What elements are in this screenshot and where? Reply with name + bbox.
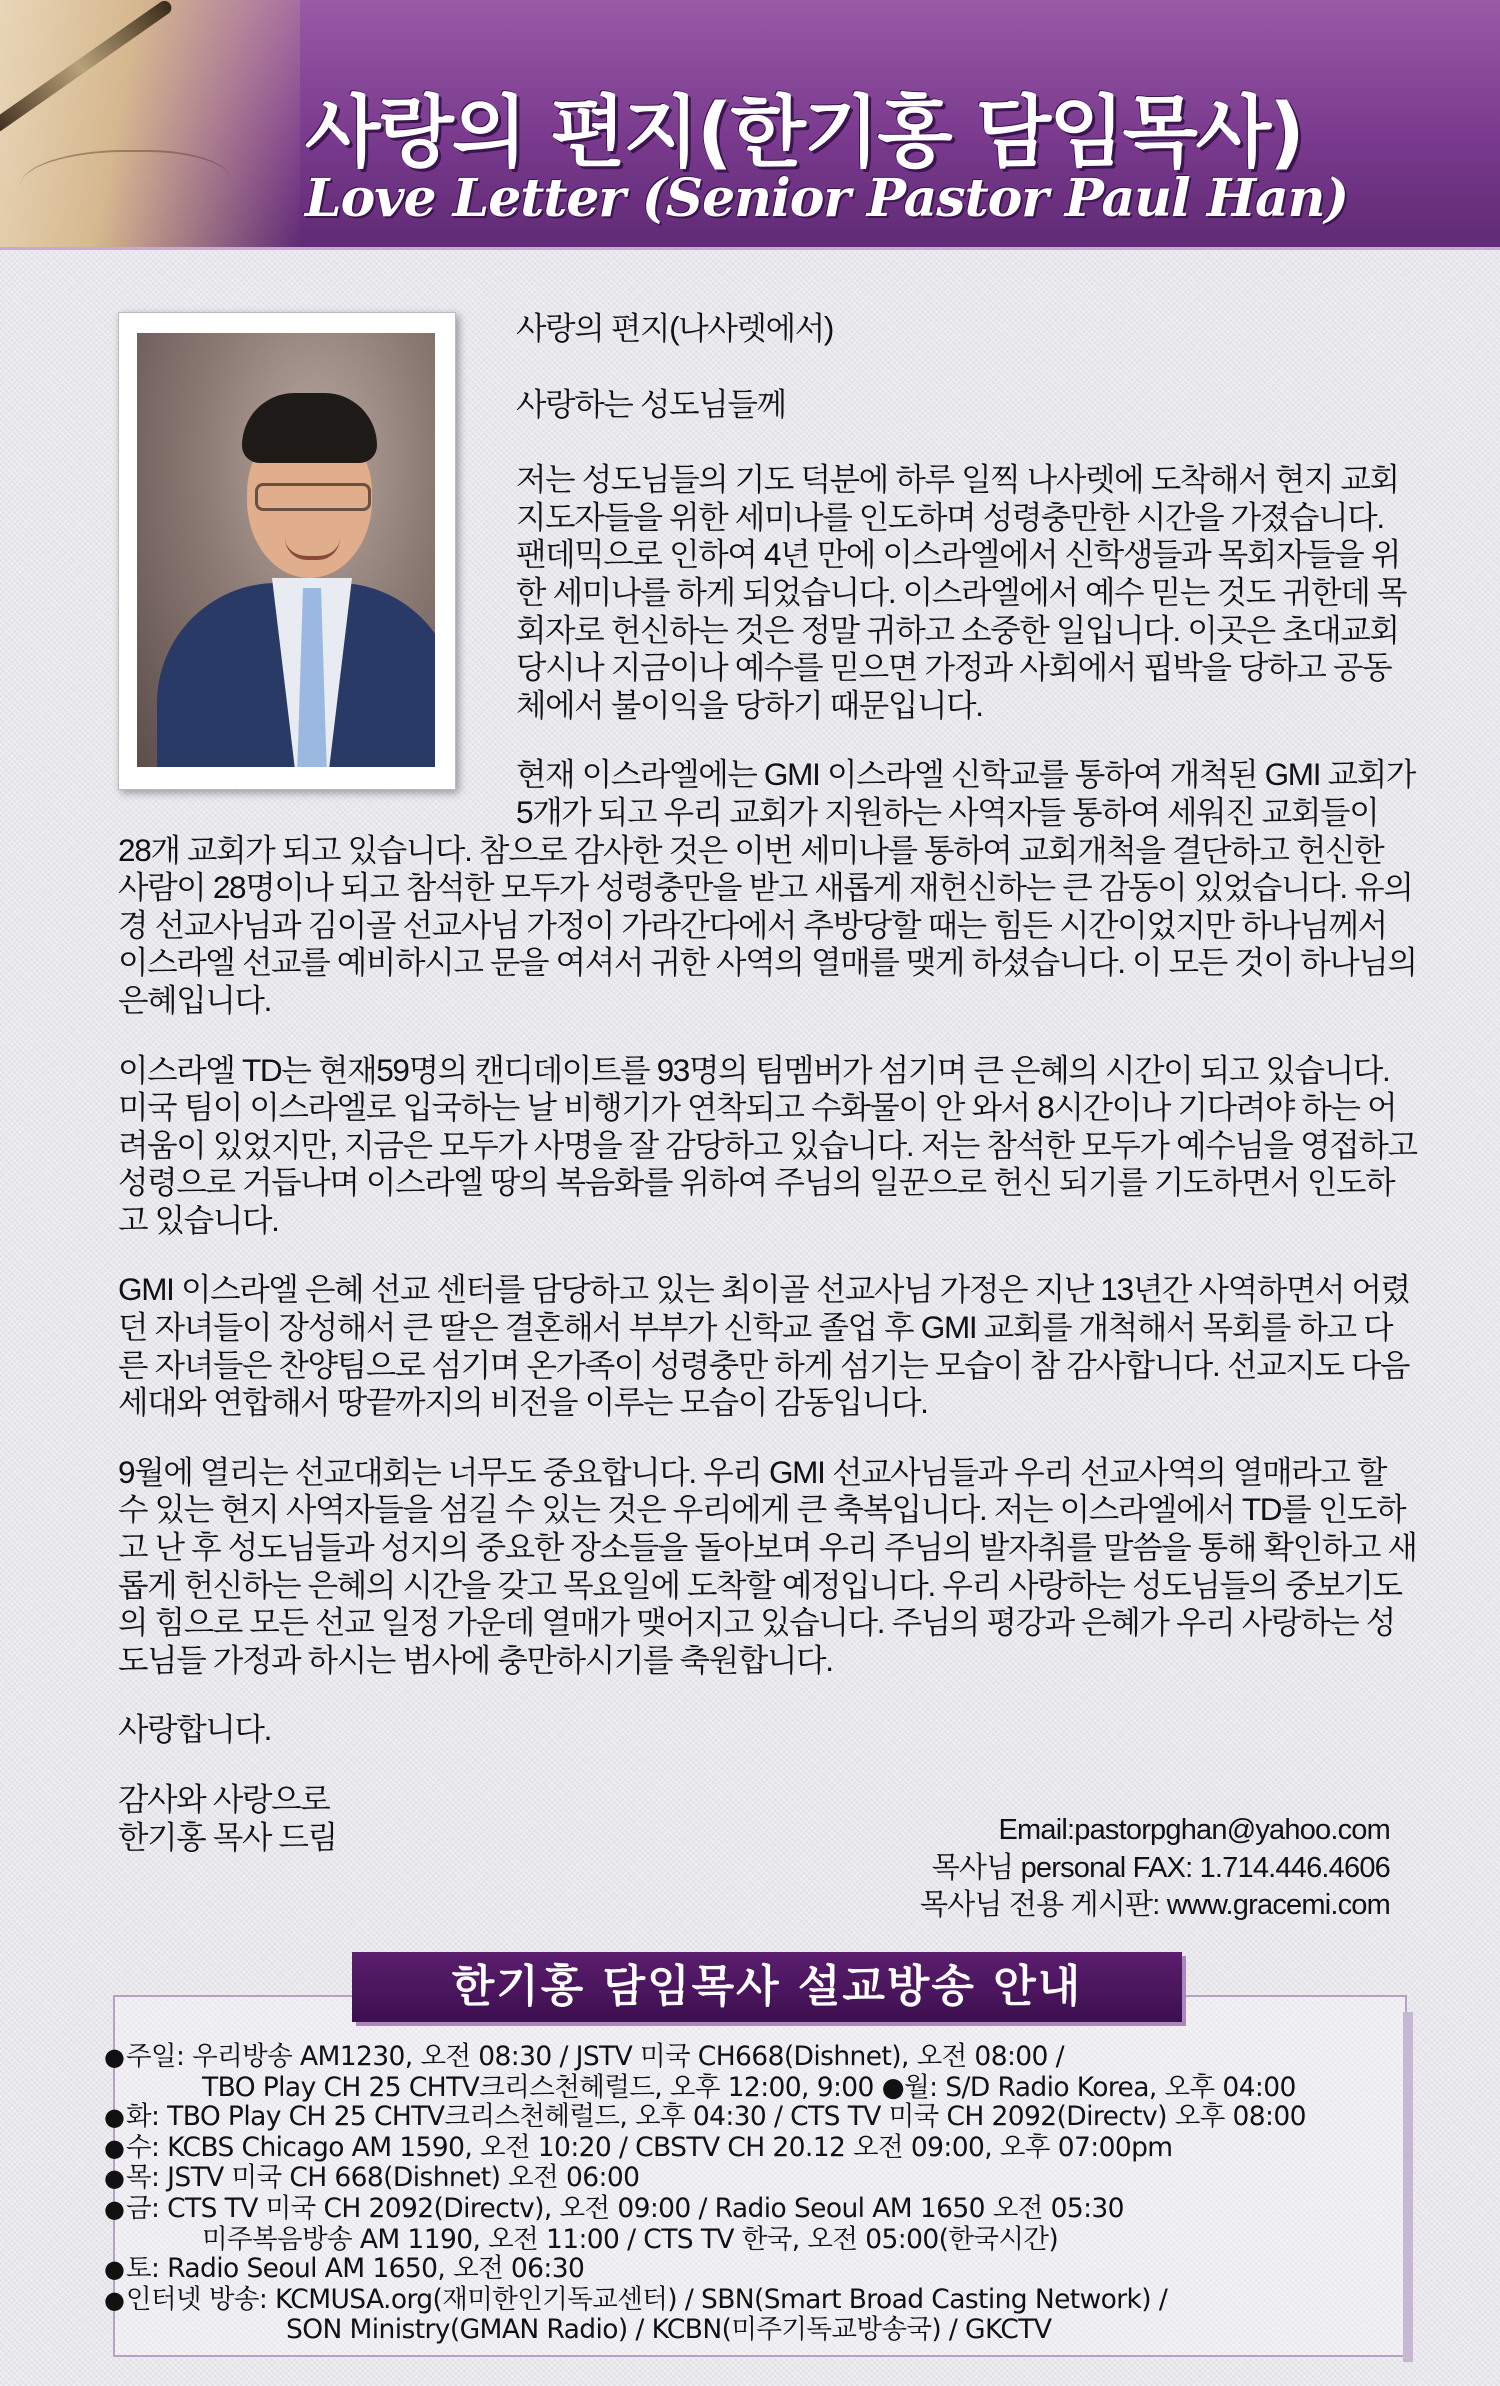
letter-paragraph: GMI 이스라엘 은혜 선교 센터를 담당하고 있는 최이골 선교사님 가정은 지난 13년간 사역하면서 어렸던 자녀들이 장성해서 큰 딸은 결혼해서 부부가 신학교 졸업 후 GMI 교회를 개척해서 목회를 하고 다른 자녀들은 찬양팀으로 섬기며 온가족이 성령충만 하게 섬기는 모습이 참 감사합니다. 선교지도 다음세대와 연합해서 땅끝까지의 비전을 이루는 모습이 감동입니다. [118,1271,1410,1421]
contact-fax: 목사님 personal FAX: 1.714.446.4606 [931,1851,1390,1884]
header-banner [0,0,1500,250]
page-subtitle: Love Letter (Senior Pastor Paul Han) [305,168,1349,229]
bullet-icon: ● [104,2043,125,2071]
broadcast-row-internet: ●인터넷 방송: KCMUSA.org(재미한인기독교센터) / SBN(Smart Broad Casting Network) / [104,2283,1168,2315]
broadcast-row-internet-cont: SON Ministry(GMAN Radio) / KCBN(미주기독교방송국) / GKCTV [286,2314,1052,2346]
broadcast-row-tuesday: ●화: TBO Play CH 25 CHTV크리스천헤럴드, 오후 04:30 / CTS TV 미국 CH 2092(Directv) 오후 08:00 [104,2101,1306,2133]
letter-paragraph: 9월에 열리는 선교대회는 너무도 중요합니다. 우리 GMI 선교사님들과 우리 선교사역의 열매라고 할 수 있는 현지 사역자들을 섬길 수 있는 것은 우리에게 큰 축복입니다. 저는 이스라엘에서 TD를 인도하고 난 후 성도님들과 성지의 중요한 장소들을 돌아보며 우리 주님의 발자취를 말씀을 통해 확인하고 새롭게 헌신하는 은혜의 시간을 갖고 목요일에 도착할 예정입니다. 우리 사랑하는 성도님들의 중보기도의 힘으로 모든 선교 일정 가운데 열매가 맺어지고 있습니다. 주님의 평강과 은혜가 우리 사랑하는 성도님들 가정과 하시는 범사에 충만하시기를 축원합니다. [118,1453,1417,1678]
broadcast-row-friday-cont: 미주복음방송 AM 1190, 오전 11:00 / CTS TV 한국, 오전 05:00(한국시간) [202,2223,1059,2255]
broadcast-row-wednesday: ●수: KCBS Chicago AM 1590, 오전 10:20 / CBSTV CH 20.12 오전 09:00, 오후 07:00pm [104,2131,1173,2163]
letter-paragraph: 저는 성도님들의 기도 덕분에 하루 일찍 나사렛에 도착해서 현지 교회 지도자들을 위한 세미나를 인도하며 성령충만한 시간을 가졌습니다. 팬데믹으로 인하여 4년 만에 이스라엘에서 신학생들과 목회자들을 위한 세미나를 하게 되었습니다. 이스라엘에서 예수 믿는 것도 귀한데 목회자로 헌신하는 것은 정말 귀하고 소중한 일입니다. 이곳은 초대교회 당시나 지금이나 예수를 믿으면 가정과 사회에서 핍박을 당하고 공동체에서 불이익을 당하기 때문입니다. [516,461,1407,723]
letter-body [118,310,1418,1856]
broadcast-schedule [104,2042,1424,2345]
bullet-icon: ● [104,2164,125,2193]
pen-icon [0,0,174,136]
pen-writing-image [0,0,300,250]
page-title: 사랑의 편지(한기홍 담임목사) [305,88,1303,178]
broadcast-row-friday: ●금: CTS TV 미국 CH 2092(Directv), 오전 09:00 / Radio Seoul AM 1650 오전 05:30 [104,2192,1124,2224]
bullet-icon: ● [104,2285,125,2314]
bullet-icon: ● [104,2133,125,2162]
letter-signature-line: 감사와 사랑으로 [118,1781,330,1817]
contact-info [920,1812,1390,1925]
bullet-icon: ● [104,2255,125,2284]
bullet-icon: ● [104,2103,125,2132]
broadcast-row-sunday-cont: TBO Play CH 25 CHTV크리스천헤럴드, 오후 12:00, 9:00 ●월: S/D Radio Korea, 오후 04:00 [202,2071,1296,2103]
bullet-icon: ● [104,2194,125,2223]
broadcast-row-thursday: ●목: JSTV 미국 CH 668(Dishnet) 오전 06:00 [104,2162,640,2194]
letter-greeting: 사랑하는 성도님들께 [516,385,786,422]
broadcast-row-saturday: ●토: Radio Seoul AM 1650, 오전 06:30 [104,2253,585,2285]
contact-email[interactable]: Email:pastorpghan@yahoo.com [998,1814,1390,1846]
letter-paragraph: 이스라엘 TD는 현재59명의 캔디데이트를 93명의 팀멤버가 섬기며 큰 은혜의 시간이 되고 있습니다. 미국 팀이 이스라엘로 입국하는 날 비행기가 연착되고 수화물이 안 와서 8시간이나 기다려야 하는 어려움이 있었지만, 지금은 모두가 사명을 잘 감당하고 있습니다. 저는 참석한 모두가 예수님을 영접하고 성령으로 거듭나며 이스라엘 땅의 복음화를 위하여 주님의 일꾼으로 헌신 되기를 기도하면서 인도하고 있습니다. [118,1051,1417,1238]
handwriting-decoration [20,150,230,222]
letter-heading: 사랑의 편지(나사렛에서) [516,310,834,346]
header-divider [0,247,1500,250]
broadcast-title: 한기홍 담임목사 설교방송 안내 [352,1952,1182,2022]
letter-closing: 사랑합니다. [118,1711,272,1748]
broadcast-row-sunday: ●주일: 우리방송 AM1230, 오전 08:30 / JSTV 미국 CH668(Dishnet), 오전 08:00 / [104,2041,1064,2072]
letter-signature-name: 한기홍 목사 드림 [118,1818,337,1855]
letter-paragraph: 현재 이스라엘에는 GMI 이스라엘 신학교를 통하여 개척된 GMI 교회가 5개가 되고 우리 교회가 지원하는 사역자들 통하여 세워진 교회들이 28개 교회가 되고 있습니다. 참으로 감사한 것은 이번 세미나를 통하여 교회개척을 결단하고 헌신한 사람이 28명이나 되고 참석한 모두가 성령충만을 받고 새롭게 재헌신하는 큰 감동이 있었습니다. 유의경 선교사님과 김이골 선교사님 가정이 가라간다에서 추방당할 때는 힘든 시간이었지만 하나님께서 이스라엘 선교를 예비하시고 문을 여셔서 귀한 사역의 열매를 맺게 하셨습니다. 이 모든 것이 하나님의 은혜입니다. [118,756,1417,1018]
contact-board[interactable]: 목사님 전용 게시판: www.gracemi.com [919,1889,1390,1921]
